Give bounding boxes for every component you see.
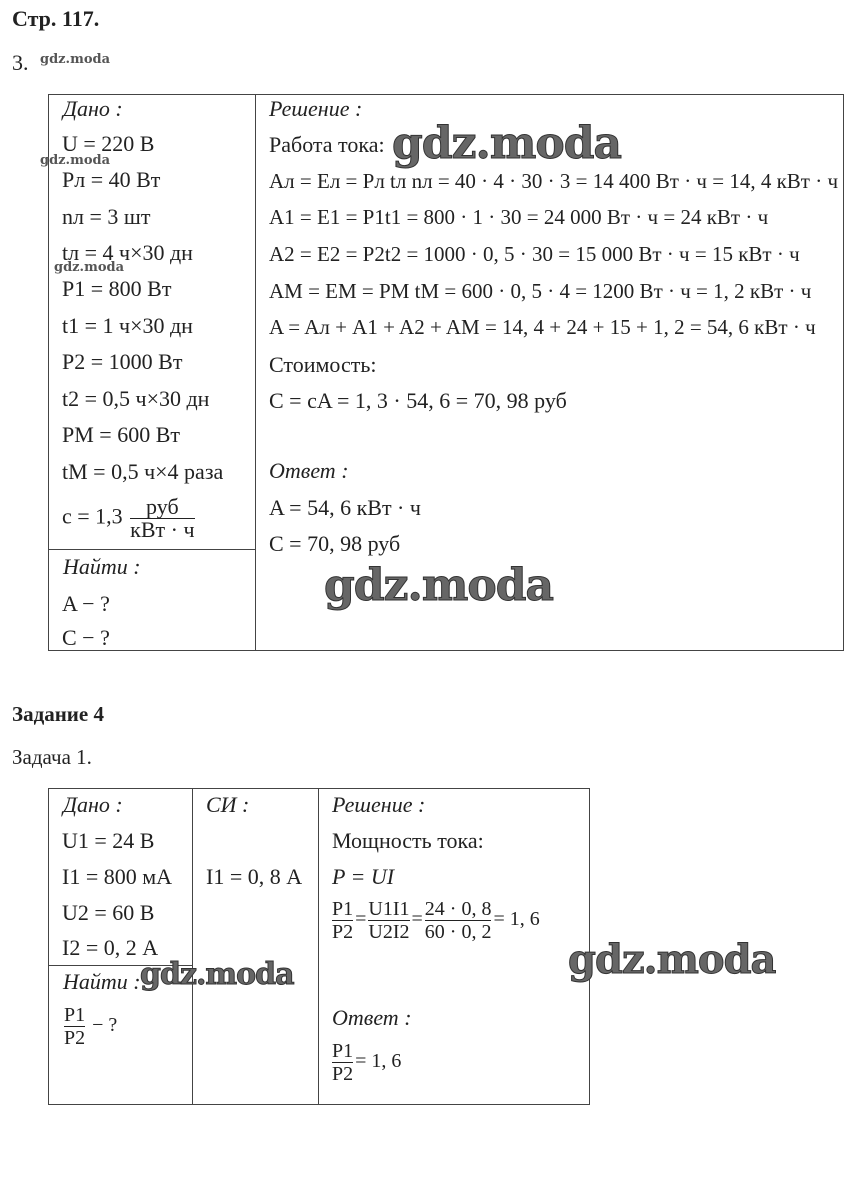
solution-intro: Работа тока: [269,132,385,157]
watermark-logo: gdz.moda [392,118,622,169]
task4-solution-heading: Решение : [332,792,426,817]
given-heading: Дано : [63,96,123,121]
answer-line: C = 70, 98 руб [269,531,401,556]
ratio-values [425,898,492,943]
answer-frac-den: P2 [332,1063,354,1085]
watermark-logo: gdz.moda [40,52,111,67]
watermark-logo: gdz.moda [568,936,776,983]
answer-frac-num: P1 [332,1040,354,1062]
given-item: PM = 600 Вт [62,422,180,447]
task4-solution-intro: Мощность тока: [332,828,484,853]
task4-given-item: I2 = 0, 2 А [62,935,159,960]
task4-find-item [62,1004,117,1049]
given-item: P2 = 1000 Вт [62,349,183,374]
given-item: P1 = 800 Вт [62,276,172,301]
cost-line: C = cA = 1, 3 · 54, 6 = 70, 98 руб [269,388,567,413]
watermark-logo: gdz.moda [324,560,554,611]
rate-unit-num: руб [130,496,194,519]
given-item: Pл = 40 Вт [62,167,161,192]
find-item: C − ? [62,625,110,650]
find-frac-num: P1 [64,1004,86,1026]
given-item: tл = 4 ч×30 дн [62,240,193,265]
ratio-ui-num: U1I1 [368,898,410,920]
solution-line: A2 = E2 = P2t2 = 1000 · 0, 5 · 30 = 15 000 Вт · ч = 15 кВт · ч [269,242,800,266]
find-heading: Найти : [63,554,141,579]
find-frac-den: P2 [64,1027,86,1049]
solution-line: A = Aл + A1 + A2 + AM = 14, 4 + 24 + 15 + 1, 2 = 54, 6 кВт · ч [269,315,816,339]
task4-given-heading: Дано : [63,792,123,817]
given-item: tM = 0,5 ч×4 раза [62,459,224,484]
solution-line: A1 = E1 = P1t1 = 800 · 1 · 30 = 24 000 Вт · ч = 24 кВт · ч [269,205,769,229]
ratio-ui [368,898,409,943]
cost-label: Стоимость: [269,352,377,377]
given-item: nл = 3 шт [62,204,151,229]
answer-line: A = 54, 6 кВт · ч [269,495,421,520]
task4-answer-heading: Ответ : [332,1005,412,1030]
task-subtitle: Задача 1. [12,745,92,769]
si-item: I1 = 0, 8 А [206,864,303,889]
ratio-p-num: P1 [332,898,354,920]
task4-given-item: U1 = 24 В [62,828,155,853]
rate-unit-den: кВт · ч [130,517,195,542]
page-header: Стр. 117. [12,6,100,31]
rate-prefix: c = 1,3 [62,503,123,529]
solution-heading: Решение : [269,96,363,121]
task4-ratio: $\frac{P1}{P2}$ = $\frac{U1I1}{U2I2}$ = $\frac{24 \cdot 0, 8}{60 \cdot 0, 2}$ = 1, 6 [332,898,540,943]
answer-result: = 1, 6 [355,1050,402,1073]
solution-line: Aл = Eл = Pл tл nл = 40 · 4 · 30 · 3 = 14 400 Вт · ч = 14, 4 кВт · ч [269,169,839,193]
find-suffix: − ? [92,1014,118,1037]
si-heading: СИ : [206,792,250,817]
ratio-ui-den: U2I2 [368,921,410,943]
task4-find-heading: Найти : [63,969,141,994]
task-title: Задание 4 [12,702,104,726]
find-item: A − ? [62,591,110,616]
answer-fraction [332,1040,353,1085]
given-item: U = 220 В [62,131,155,156]
answer-heading: Ответ : [269,458,349,483]
given-item: t2 = 0,5 ч×30 дн [62,386,210,411]
solution-line: AM = EM = PM tM = 600 · 0, 5 · 4 = 1200 Вт · ч = 1, 2 кВт · ч [269,279,812,303]
watermark-logo: gdz.moda [40,153,111,168]
ratio-val-num: 24 · 0, 8 [424,898,492,920]
given-rate [62,496,197,541]
find-fraction [64,1004,85,1049]
task4-formula: P = UI [332,864,395,889]
task4-given-item: I1 = 800 мА [62,864,173,889]
watermark-logo: gdz.moda [140,957,294,992]
ratio-val-den: 60 · 0, 2 [424,921,492,943]
task4-given-item: U2 = 60 В [62,900,155,925]
given-item: t1 = 1 ч×30 дн [62,313,193,338]
ratio-p [332,898,353,943]
problem-number: 3. [12,50,29,75]
watermark-logo: gdz.moda [54,260,125,275]
ratio-result: = 1, 6 [493,908,540,931]
task4-answer [330,1040,401,1085]
ratio-p-den: P2 [332,921,354,943]
rate-unit-fraction [130,496,194,541]
